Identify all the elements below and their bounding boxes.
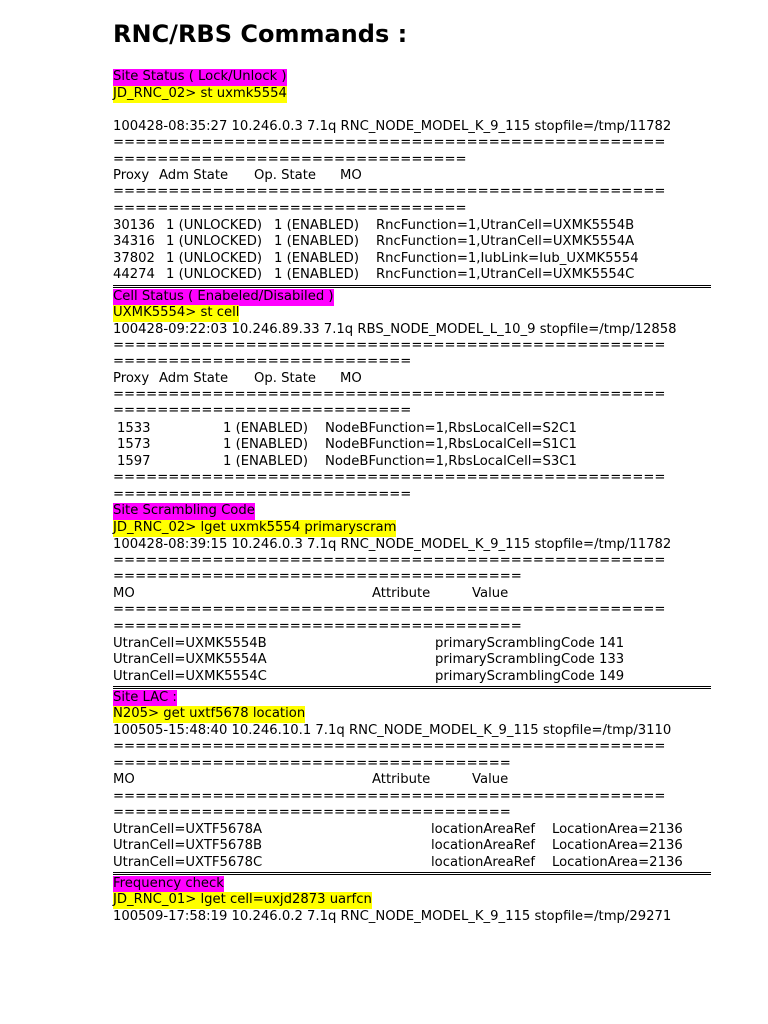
separator-line: ================================================== (113, 602, 666, 617)
separator-line: =========================== (113, 354, 412, 369)
site-status-info: 100428-08:35:27 10.246.0.3 7.1q RNC_NODE_MODEL_K_9_115 stopfile=/tmp/11782 (113, 119, 672, 134)
col-value-header: Value (472, 772, 509, 787)
separator-line: ===================================== (113, 569, 522, 584)
table-cell: RncFunction=1,UtranCell=UXMK5554B (376, 218, 635, 233)
col-attr-header: Attribute (372, 772, 431, 787)
separator-line: ==================================== (113, 756, 511, 771)
table-cell: 1533 (117, 421, 151, 436)
table-cell: 1 (ENABLED) (274, 267, 359, 282)
table-cell: 1 (UNLOCKED) (166, 251, 262, 266)
table-cell: 1 (UNLOCKED) (166, 267, 262, 282)
separator-line: ================================================== (113, 338, 666, 353)
col-mo-header: MO (113, 586, 135, 601)
frequency-heading: Frequency check (113, 876, 224, 891)
table-cell: UtranCell=UXTF5678B (113, 838, 263, 853)
cell-status-heading: Cell Status ( Enabeled/Disabiled ) (113, 289, 334, 304)
separator-line: ================================ (113, 201, 467, 216)
separator-line: =========================== (113, 403, 412, 418)
table-cell: RncFunction=1,UtranCell=UXMK5554A (376, 234, 635, 249)
table-cell: RncFunction=1,UtranCell=UXMK5554C (376, 267, 635, 282)
table-cell: 1 (ENABLED) (223, 421, 308, 436)
separator-line: ================================================== (113, 184, 666, 199)
col-adm-header: Adm State (159, 168, 229, 183)
table-cell: 34316 (113, 234, 155, 249)
separator-line: ================================================== (113, 387, 666, 402)
col-proxy-header: Proxy (113, 168, 150, 183)
table-cell: LocationArea=2136 (552, 855, 683, 870)
table-cell: LocationArea=2136 (552, 838, 683, 853)
section-divider (113, 285, 711, 288)
table-cell: 1 (ENABLED) (223, 454, 308, 469)
table-cell: 1 (UNLOCKED) (166, 234, 262, 249)
separator-line: ===================================== (113, 619, 522, 634)
table-cell: primaryScramblingCode 141 (435, 636, 625, 651)
table-cell: 1 (ENABLED) (274, 251, 359, 266)
separator-line: ================================================== (113, 739, 666, 754)
col-op-header: Op. State (254, 168, 317, 183)
col-op-header: Op. State (254, 371, 317, 386)
col-adm-header: Adm State (159, 371, 229, 386)
table-cell: 1597 (117, 454, 151, 469)
table-cell: NodeBFunction=1,RbsLocalCell=S3C1 (325, 454, 577, 469)
table-cell: UtranCell=UXMK5554C (113, 669, 267, 684)
section-divider (113, 872, 711, 875)
table-cell: locationAreaRef (431, 838, 535, 853)
table-cell: UtranCell=UXMK5554A (113, 652, 267, 667)
table-cell: LocationArea=2136 (552, 822, 683, 837)
table-cell: 1 (ENABLED) (274, 218, 359, 233)
table-cell: locationAreaRef (431, 855, 535, 870)
col-proxy-header: Proxy (113, 371, 150, 386)
site-lac-command: N205> get uxtf5678 location (113, 706, 306, 721)
site-lac-info: 100505-15:48:40 10.246.10.1 7.1q RNC_NODE_MODEL_K_9_115 stopfile=/tmp/3110 (113, 723, 672, 738)
col-attr-header: Attribute (372, 586, 431, 601)
separator-line: ==================================== (113, 805, 511, 820)
page-title: RNC/RBS Commands : (113, 20, 408, 48)
table-cell: UtranCell=UXTF5678C (113, 855, 263, 870)
separator-line: ================================ (113, 152, 467, 167)
scrambling-heading: Site Scrambling Code (113, 503, 255, 518)
table-cell: locationAreaRef (431, 822, 535, 837)
separator-line: ================================================== (113, 553, 666, 568)
table-cell: 30136 (113, 218, 155, 233)
separator-line: ================================================== (113, 789, 666, 804)
separator-line: ================================================== (113, 135, 666, 150)
table-cell: NodeBFunction=1,RbsLocalCell=S1C1 (325, 437, 577, 452)
table-cell: UtranCell=UXTF5678A (113, 822, 263, 837)
table-cell: RncFunction=1,IubLink=Iub_UXMK5554 (376, 251, 639, 266)
col-mo-header: MO (113, 772, 135, 787)
cell-status-info: 100428-09:22:03 10.246.89.33 7.1q RBS_NODE_MODEL_L_10_9 stopfile=/tmp/12858 (113, 322, 677, 337)
site-status-command: JD_RNC_02> st uxmk5554 (113, 86, 287, 101)
separator-line: =========================== (113, 487, 412, 502)
table-cell: primaryScramblingCode 133 (435, 652, 625, 667)
section-divider (113, 686, 711, 689)
table-cell: 1573 (117, 437, 151, 452)
scrambling-command: JD_RNC_02> lget uxmk5554 primaryscram (113, 520, 397, 535)
table-cell: UtranCell=UXMK5554B (113, 636, 267, 651)
site-lac-heading: Site LAC : (113, 690, 177, 705)
table-cell: 44274 (113, 267, 155, 282)
site-status-heading: Site Status ( Lock/Unlock ) (113, 69, 287, 84)
col-value-header: Value (472, 586, 509, 601)
separator-line: ================================================== (113, 470, 666, 485)
col-mo-header: MO (340, 371, 362, 386)
scrambling-info: 100428-08:39:15 10.246.0.3 7.1q RNC_NODE_MODEL_K_9_115 stopfile=/tmp/11782 (113, 537, 672, 552)
table-cell: 1 (ENABLED) (223, 437, 308, 452)
cell-status-command: UXMK5554> st cell (113, 305, 240, 320)
table-cell: 1 (UNLOCKED) (166, 218, 262, 233)
frequency-command: JD_RNC_01> lget cell=uxjd2873 uarfcn (113, 892, 372, 907)
table-cell: NodeBFunction=1,RbsLocalCell=S2C1 (325, 421, 577, 436)
frequency-info: 100509-17:58:19 10.246.0.2 7.1q RNC_NODE_MODEL_K_9_115 stopfile=/tmp/29271 (113, 909, 672, 924)
table-cell: 37802 (113, 251, 155, 266)
col-mo-header: MO (340, 168, 362, 183)
table-cell: 1 (ENABLED) (274, 234, 359, 249)
table-cell: primaryScramblingCode 149 (435, 669, 625, 684)
